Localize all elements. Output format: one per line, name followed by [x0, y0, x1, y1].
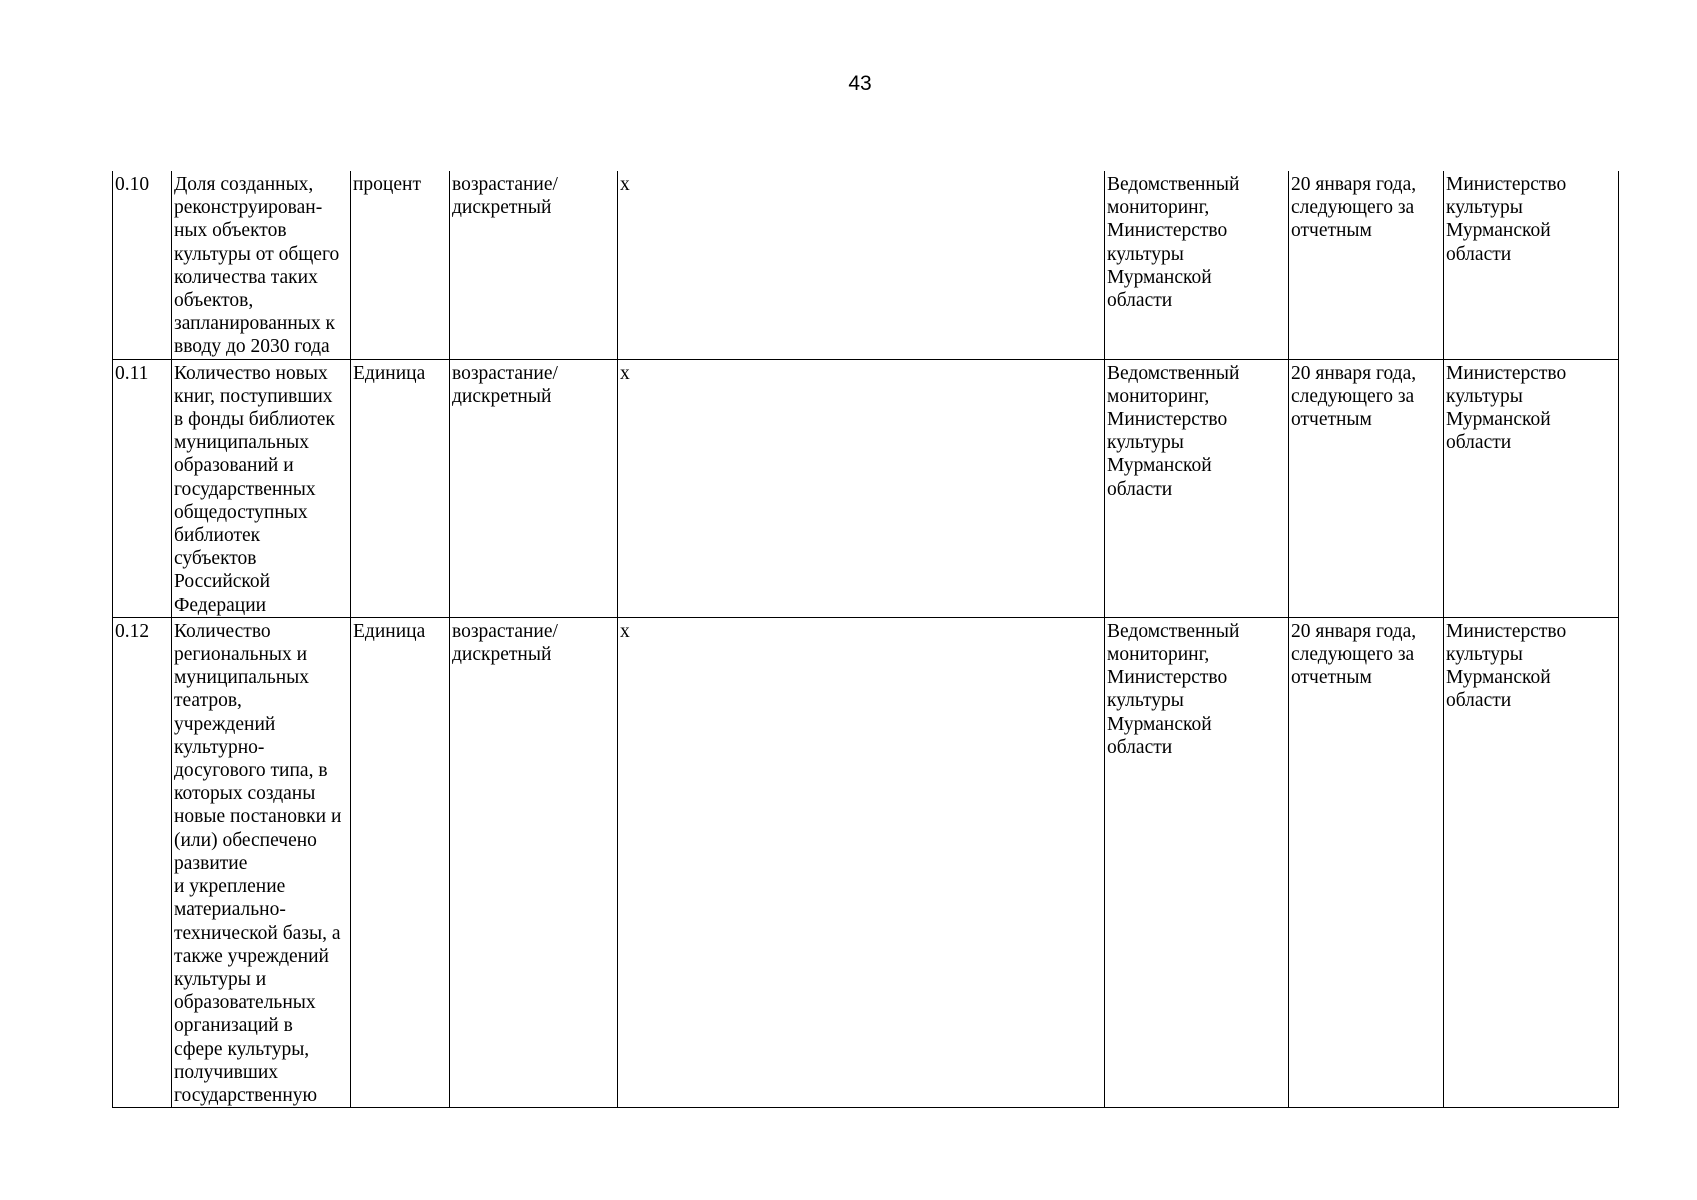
- cell-number: 0.10: [113, 171, 172, 359]
- cell-unit: процент: [351, 171, 450, 359]
- indicators-table: [112, 171, 1619, 1108]
- cell-indicator-name: Доля созданных, реконструирован- ных объектов культуры от общего количества таких объектов, запланированных к вводу до 2030 года: [172, 171, 351, 359]
- cell-responsible: Министерство культуры Мурманской области: [1444, 359, 1619, 617]
- cell-deadline: 20 января года, следующего за отчетным: [1289, 171, 1444, 359]
- cell-data-source: Ведомственный мониторинг, Министерство культуры Мурманской области: [1105, 617, 1289, 1107]
- cell-deadline: 20 января года, следующего за отчетным: [1289, 359, 1444, 617]
- cell-responsible: Министерство культуры Мурманской области: [1444, 171, 1619, 359]
- table-row: [113, 359, 1619, 617]
- cell-dynamics-type: возрастание/ дискретный: [450, 617, 618, 1107]
- cell-formula: x: [618, 359, 1105, 617]
- cell-unit: Единица: [351, 617, 450, 1107]
- cell-formula: x: [618, 617, 1105, 1107]
- cell-number: 0.11: [113, 359, 172, 617]
- cell-dynamics-type: возрастание/ дискретный: [450, 359, 618, 617]
- cell-data-source: Ведомственный мониторинг, Министерство культуры Мурманской области: [1105, 359, 1289, 617]
- cell-dynamics-type: возрастание/ дискретный: [450, 171, 618, 359]
- cell-formula: x: [618, 171, 1105, 359]
- cell-data-source: Ведомственный мониторинг, Министерство культуры Мурманской области: [1105, 171, 1289, 359]
- cell-indicator-name: Количество новых книг, поступивших в фонды библиотек муниципальных образований и государственных общедоступных библиотек субъектов Российской Федерации: [172, 359, 351, 617]
- cell-unit: Единица: [351, 359, 450, 617]
- table-row: [113, 171, 1619, 359]
- table-row: [113, 617, 1619, 1107]
- cell-responsible: Министерство культуры Мурманской области: [1444, 617, 1619, 1107]
- page-number: 43: [848, 72, 872, 95]
- cell-indicator-name: Количество региональных и муниципальных театров, учреждений культурно- досугового типа, в которых созданы новые постановки и (или) обеспечено развитие и укрепление материально- технической базы, а также учреждений культуры и образовательных организаций в сфере культуры, получивших государственную: [172, 617, 351, 1107]
- cell-number: 0.12: [113, 617, 172, 1107]
- cell-deadline: 20 января года, следующего за отчетным: [1289, 617, 1444, 1107]
